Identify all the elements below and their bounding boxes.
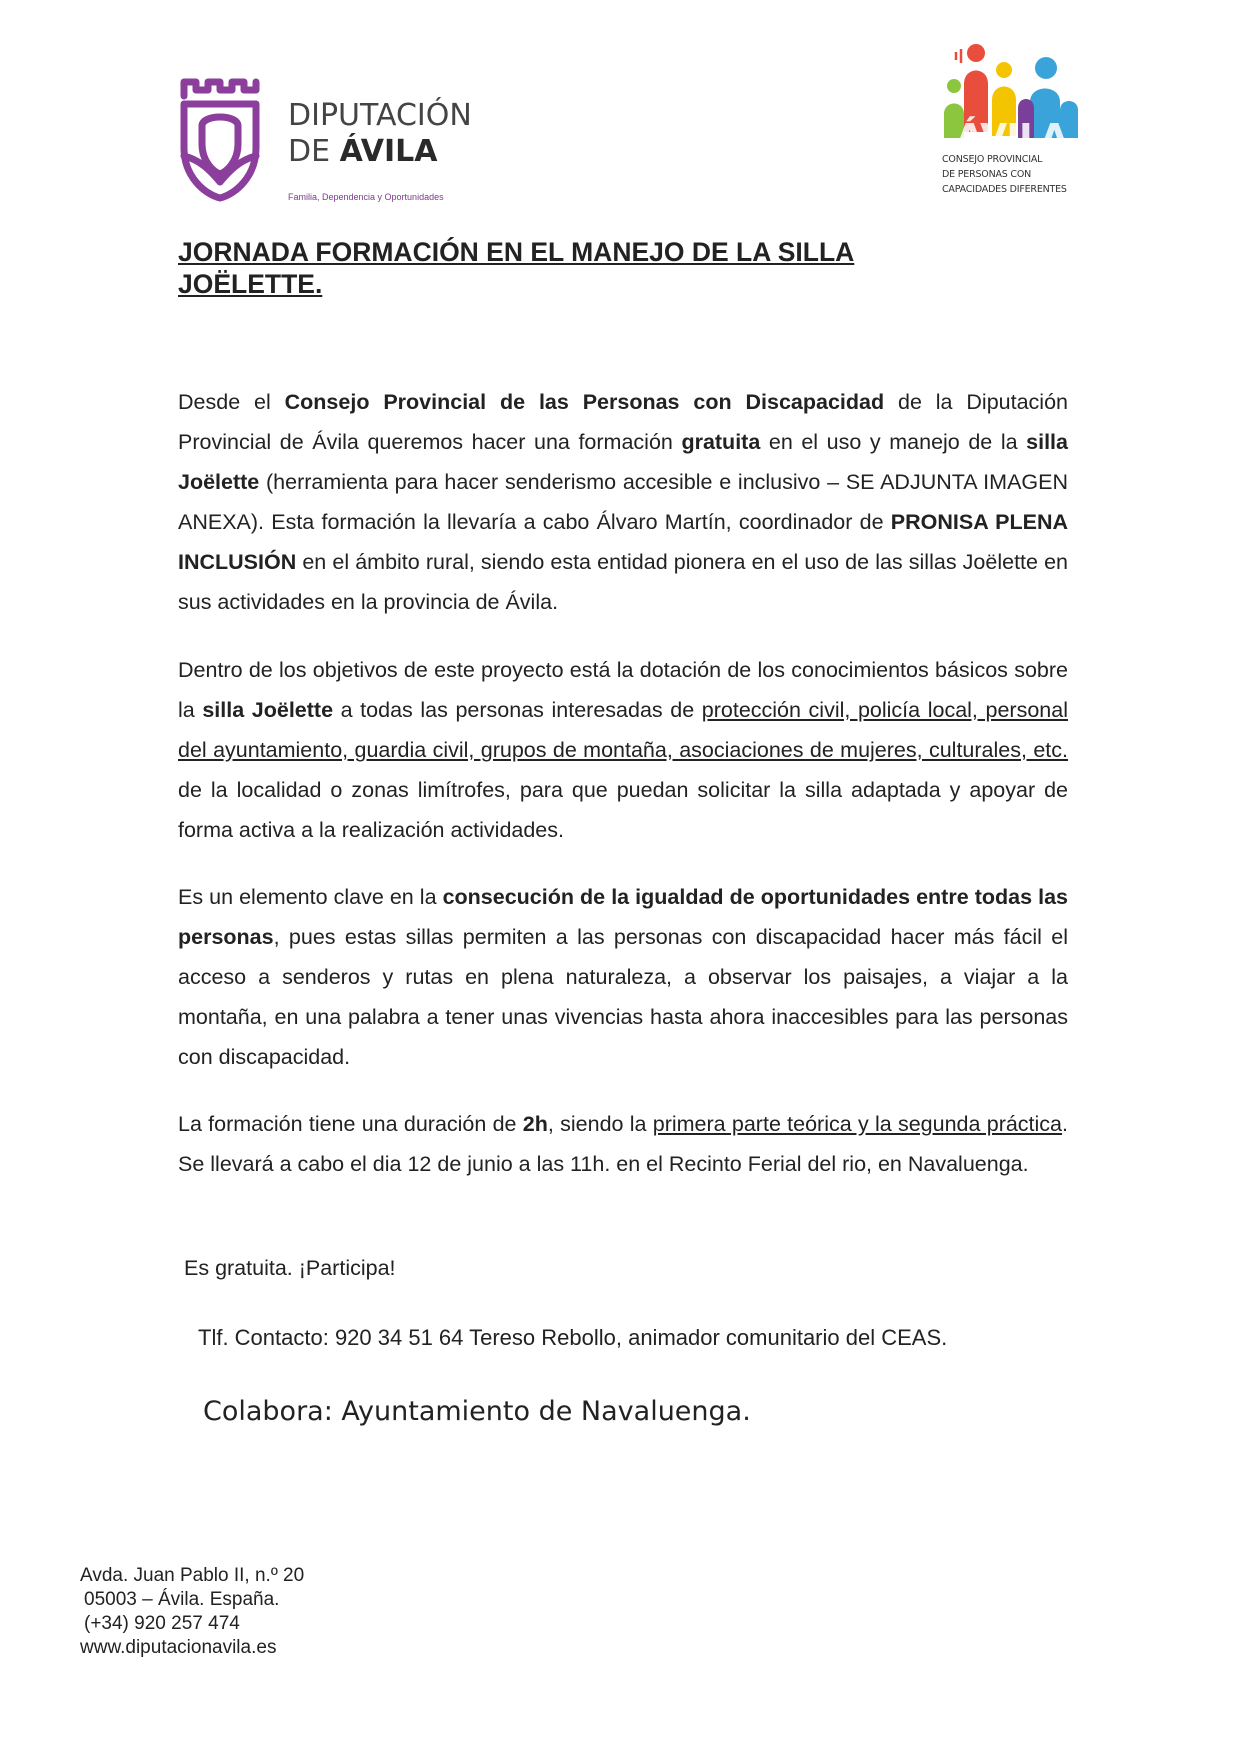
underlined-text: primera parte teórica y la segunda práctica bbox=[652, 1112, 1063, 1136]
diputacion-shield-logo bbox=[180, 78, 260, 202]
org-name-line2 bbox=[288, 134, 488, 170]
collaborator-line: Colabora: Ayuntamiento de Navaluenga. bbox=[203, 1396, 751, 1427]
text: de la localidad o zonas limítrofes, para que puedan solicitar la silla adaptada y apoyar de forma activa a la realización actividades. bbox=[178, 778, 1068, 842]
paragraph-equality bbox=[178, 877, 1068, 1077]
org-tagline: Familia, Dependencia y Oportunidades bbox=[288, 192, 444, 202]
free-note: Es gratuita. ¡Participa! bbox=[184, 1256, 396, 1280]
paragraph-intro bbox=[178, 382, 1068, 622]
contact-line: Tlf. Contacto: 920 34 51 64 Tereso Rebollo, animador comunitario del CEAS. bbox=[198, 1325, 948, 1350]
bold-text: Consejo Provincial de las Personas con Discapacidad bbox=[284, 390, 885, 414]
text: Dentro de los objetivos de este proyecto está la dotación de los conocimientos básicos sobre la bbox=[178, 658, 1068, 722]
bold-text: gratuita bbox=[681, 430, 761, 454]
text: de la Diputación Provincial de Ávila queremos hacer una formación bbox=[178, 390, 1068, 454]
text: , pues estas sillas permiten a las personas con discapacidad hacer más fácil el acceso a senderos y rutas en plena naturaleza, a observar los paisajes, a viajar a la montaña, en una palabra a tener unas vivencias hasta ahora inaccesibles para las personas con discapacidad. bbox=[178, 925, 1068, 1069]
consejo-logo-block bbox=[942, 38, 1082, 208]
org-name-bold: ÁVILA bbox=[339, 134, 438, 169]
bold-text: 2h bbox=[522, 1112, 548, 1136]
text: (herramienta para hacer senderismo accesible e inclusivo – SE ADJUNTA IMAGEN ANEXA). Esta formación la llevaría a cabo Álvaro Martín, coordinador de bbox=[178, 470, 1068, 534]
footer-city: 05003 – Ávila. España. bbox=[84, 1589, 280, 1610]
org-name-prefix: DE bbox=[288, 134, 331, 169]
footer-street: Avda. Juan Pablo II, n.º 20 bbox=[80, 1565, 305, 1586]
footer-phone: (+34) 920 257 474 bbox=[84, 1613, 240, 1634]
footer-web: www.diputacionavila.es bbox=[80, 1637, 277, 1658]
text: La formación tiene una duración de bbox=[178, 1112, 523, 1136]
consejo-people-logo bbox=[942, 38, 1082, 154]
paragraph-schedule bbox=[178, 1104, 1068, 1184]
paragraph-objectives bbox=[178, 650, 1068, 850]
diputacion-name bbox=[288, 98, 488, 170]
council-logo-word: ÁVILA bbox=[956, 117, 1068, 154]
text: a todas las personas interesadas de bbox=[333, 698, 702, 722]
text: . Se llevará a cabo el dia 12 de junio a las 11h. en el Recinto Ferial del rio, en Navaluenga. bbox=[178, 1112, 1068, 1176]
footer-address bbox=[80, 1564, 304, 1660]
org-name-line1: DIPUTACIÓN bbox=[288, 98, 472, 133]
text: Desde el bbox=[178, 390, 285, 414]
text: Es un elemento clave en la bbox=[178, 885, 443, 909]
document-title: JORNADA FORMACIÓN EN EL MANEJO DE LA SILLA JOËLETTE. bbox=[178, 237, 855, 299]
bold-text: silla Joëlette bbox=[202, 698, 334, 722]
council-line1: CONSEJO PROVINCIAL bbox=[942, 154, 1043, 165]
bold-text: PRONISA PLENA INCLUSIÓN bbox=[178, 510, 1069, 574]
text: , siendo la bbox=[547, 1112, 653, 1136]
bold-text: silla Joëlette bbox=[178, 430, 1068, 494]
council-caption bbox=[942, 152, 1082, 197]
council-line3: CAPACIDADES DIFERENTES bbox=[942, 184, 1067, 195]
council-line2: DE PERSONAS CON bbox=[942, 169, 1032, 180]
text: en el ámbito rural, siendo esta entidad pionera en el uso de las sillas Joëlette en sus actividades en la provincia de Ávila. bbox=[178, 550, 1068, 614]
text: en el uso y manejo de la bbox=[760, 430, 1027, 454]
underlined-text: protección civil, policía local, personal del ayuntamiento, guardia civil, grupos de montaña, asociaciones de mujeres, culturales, etc. bbox=[178, 698, 1068, 762]
bold-text: consecución de la igualdad de oportunidades entre todas las personas bbox=[178, 885, 1068, 949]
